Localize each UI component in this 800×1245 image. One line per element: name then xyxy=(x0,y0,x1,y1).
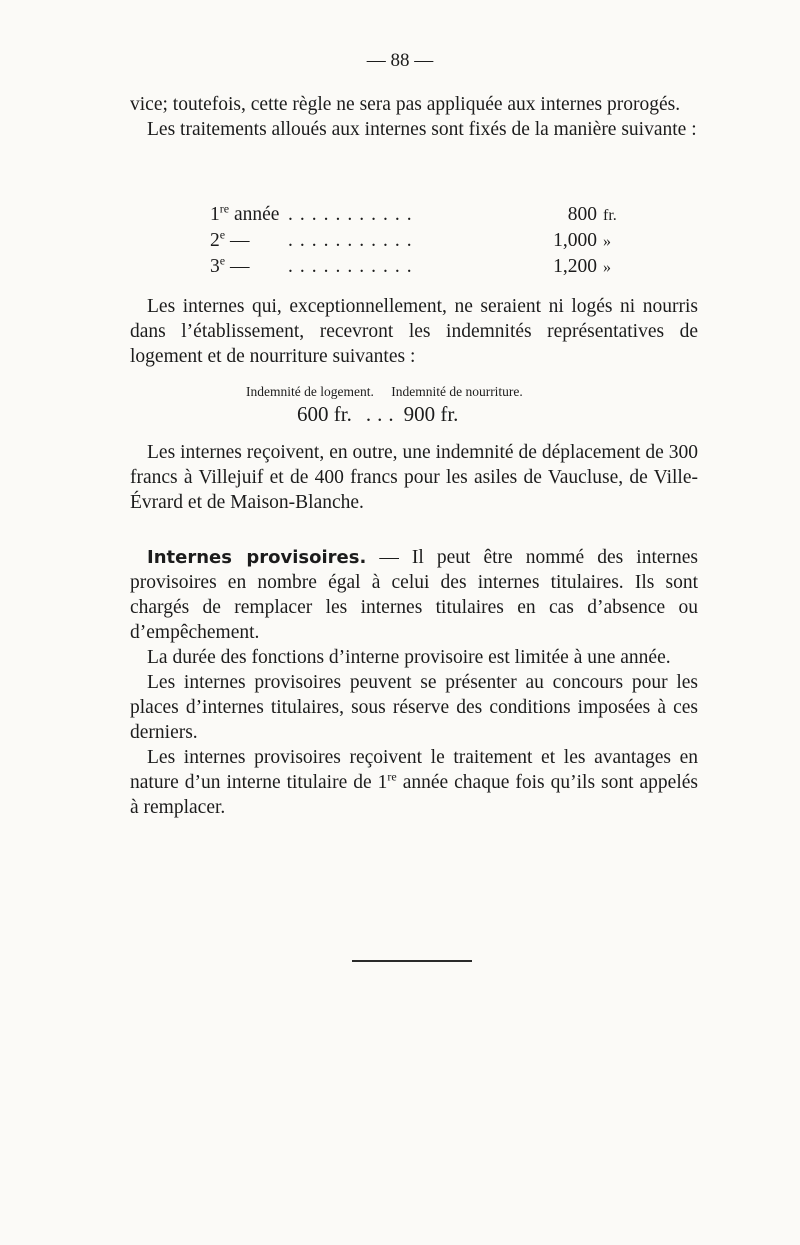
page-number: — 88 — xyxy=(366,50,434,71)
paragraph-travel: Les internes reçoivent, en outre, une indemnité de déplacement de 300 francs à Villejuif et de 400 francs pour les asiles de Vaucluse, de Ville-Évrard et de Maison-Blanche. xyxy=(130,442,698,513)
indemnity-paragraph-block xyxy=(130,294,698,369)
paragraph-remuneration: Les internes provisoires reçoivent le traitement et les avantages en nature d’un interne titulaire de 1re année chaque fois qu’ils sont appelés à remplacer. xyxy=(130,747,698,818)
paragraph-duration: La durée des fonctions d’interne provisoire est limitée à une année. xyxy=(147,647,671,668)
salary-row xyxy=(210,227,635,256)
food-value: 900 fr. xyxy=(403,402,459,426)
salary-row xyxy=(210,201,635,230)
salary-amount: 1,000 xyxy=(553,230,597,251)
food-label: Indemnité de nourriture. xyxy=(391,384,523,399)
leader-dots: ........... xyxy=(288,256,419,277)
leader-dots: ........... xyxy=(288,230,419,251)
salary-year: 2e — xyxy=(210,227,250,251)
indemnity-values xyxy=(297,402,458,427)
paragraph-salaries-intro: Les traitements alloués aux internes sont fixés de la manière suivante : xyxy=(147,119,697,140)
housing-label: Indemnité de logement. xyxy=(246,384,374,399)
salary-table xyxy=(210,201,635,282)
salary-amount: 800 xyxy=(567,204,597,225)
section-internes-provisoires xyxy=(130,545,698,820)
salary-unit: fr. xyxy=(603,207,617,224)
indemnity-headers xyxy=(246,384,523,400)
section-heading: Internes provisoires. xyxy=(147,547,367,568)
section-intro: — Il peut être nommé des internes provisoires en nombre égal à celui des internes titulaires. Ils sont chargés de remplacer les internes titulaires en cas d’absence ou d’empêchement. xyxy=(130,547,699,643)
leader-dots: ........... xyxy=(288,204,419,225)
paragraph-indemnity: Les internes qui, exceptionnellement, ne seraient ni logés ni nourris dans l’établissement, recevront les indemnités représentatives de logement et de nourriture suivantes : xyxy=(130,296,698,367)
end-rule xyxy=(352,960,472,962)
salary-year: 1re année xyxy=(210,201,280,225)
section-intro-paragraph xyxy=(130,545,698,645)
paragraph-concours: Les internes provisoires peuvent se présenter au concours pour les places d’internes titulaires, sous réserve des conditions imposées à ces derniers. xyxy=(130,672,698,743)
travel-paragraph-block xyxy=(130,440,698,515)
leader-dots: ... xyxy=(365,402,400,426)
salary-year: 3e — xyxy=(210,253,250,277)
salary-row xyxy=(210,253,635,282)
salary-unit: » xyxy=(603,233,611,250)
salary-unit: » xyxy=(603,259,611,276)
salary-amount: 1,200 xyxy=(553,256,597,277)
paragraph-continuation: vice; toutefois, cette règle ne sera pas appliquée aux internes prorogés. xyxy=(130,94,681,115)
top-paragraphs xyxy=(130,92,698,142)
housing-value: 600 fr. xyxy=(297,402,352,426)
